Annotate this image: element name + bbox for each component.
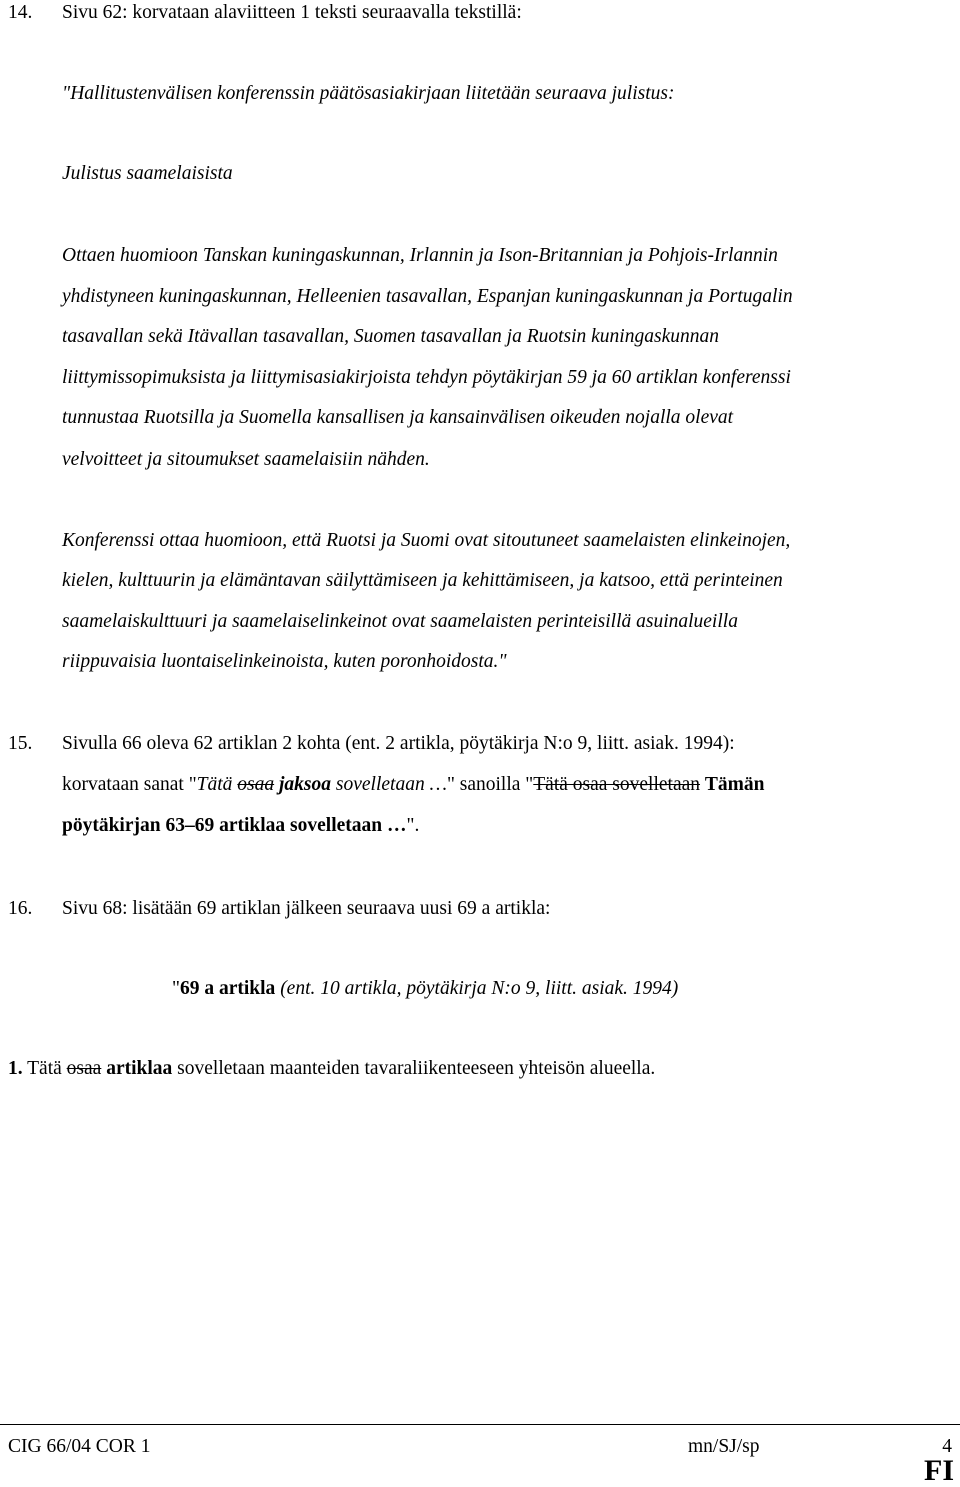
item-16-line-1: Sivu 68: lisätään 69 artiklan jälkeen seuraava uusi 69 a artikla: (62, 898, 551, 919)
footer-language-code: FI (924, 1454, 954, 1487)
item-16-number: 16. (8, 898, 33, 919)
para2-line: saamelaiskulttuuri ja saamelaiselinkeinot ovat saamelaisten perinteisillä asuinalueilla (62, 611, 738, 632)
declaration-title: Julistus saamelaisista (62, 163, 233, 184)
footer-page-number: 4 (942, 1436, 952, 1457)
item-15-line-2: korvataan sanat "Tätä osaa jaksoa sovelletaan …" sanoilla "Tätä osaa sovelletaan Tämän (62, 774, 765, 795)
article-heading: "69 a artikla (ent. 10 artikla, pöytäkirja N:o 9, liitt. asiak. 1994) (172, 978, 679, 999)
para1-line: tasavallan sekä Itävallan tasavallan, Suomen tasavallan ja Ruotsin kuningaskunnan (62, 326, 719, 347)
para1-line: velvoitteet ja sitoumukset saamelaisiin nähden. (62, 449, 430, 470)
para2-line: riippuvaisia luontaiselinkeinoista, kuten poronhoidosta." (62, 651, 507, 672)
footer-rule (0, 1424, 960, 1425)
para1-line: yhdistyneen kuningaskunnan, Helleenien tasavallan, Espanjan kuningaskunnan ja Portugalin (62, 286, 793, 307)
item-15-line-1: Sivulla 66 oleva 62 artiklan 2 kohta (ent. 2 artikla, pöytäkirja N:o 9, liitt. asiak. 1994): (62, 733, 735, 754)
item-14-number: 14. (8, 2, 33, 23)
para2-line: kielen, kulttuurin ja elämäntavan säilyttämiseen ja kehittämiseen, ja katsoo, että perinteinen (62, 570, 783, 591)
para2-line: Konferenssi ottaa huomioon, että Ruotsi ja Suomi ovat sitoutuneet saamelaisten elinkeinojen, (62, 530, 791, 551)
para1-line: liittymissopimuksista ja liittymisasiakirjoista tehdyn pöytäkirjan 59 ja 60 artiklan konferenssi (62, 367, 791, 388)
footer-doc-ref: CIG 66/04 COR 1 (8, 1436, 151, 1457)
para1-line: tunnustaa Ruotsilla ja Suomella kansallisen ja kansainvälisen oikeuden nojalla olevat (62, 407, 734, 428)
item-14-intro: Sivu 62: korvataan alaviitteen 1 teksti seuraavalla tekstillä: (62, 2, 522, 23)
item-15-line-3: pöytäkirjan 63–69 artiklaa sovelletaan …". (62, 815, 420, 836)
article-paragraph-1: 1. Tätä osaa artiklaa sovelletaan maanteiden tavaraliikenteeseen yhteisön alueella. (8, 1058, 656, 1079)
item-15-number: 15. (8, 733, 33, 754)
para1-line: Ottaen huomioon Tanskan kuningaskunnan, Irlannin ja Ison-Britannian ja Pohjois-Irlannin (62, 245, 778, 266)
footer-initials: mn/SJ/sp (688, 1436, 760, 1457)
quote-intro: "Hallitustenvälisen konferenssin päätösasiakirjaan liitetään seuraava julistus: (62, 83, 675, 104)
